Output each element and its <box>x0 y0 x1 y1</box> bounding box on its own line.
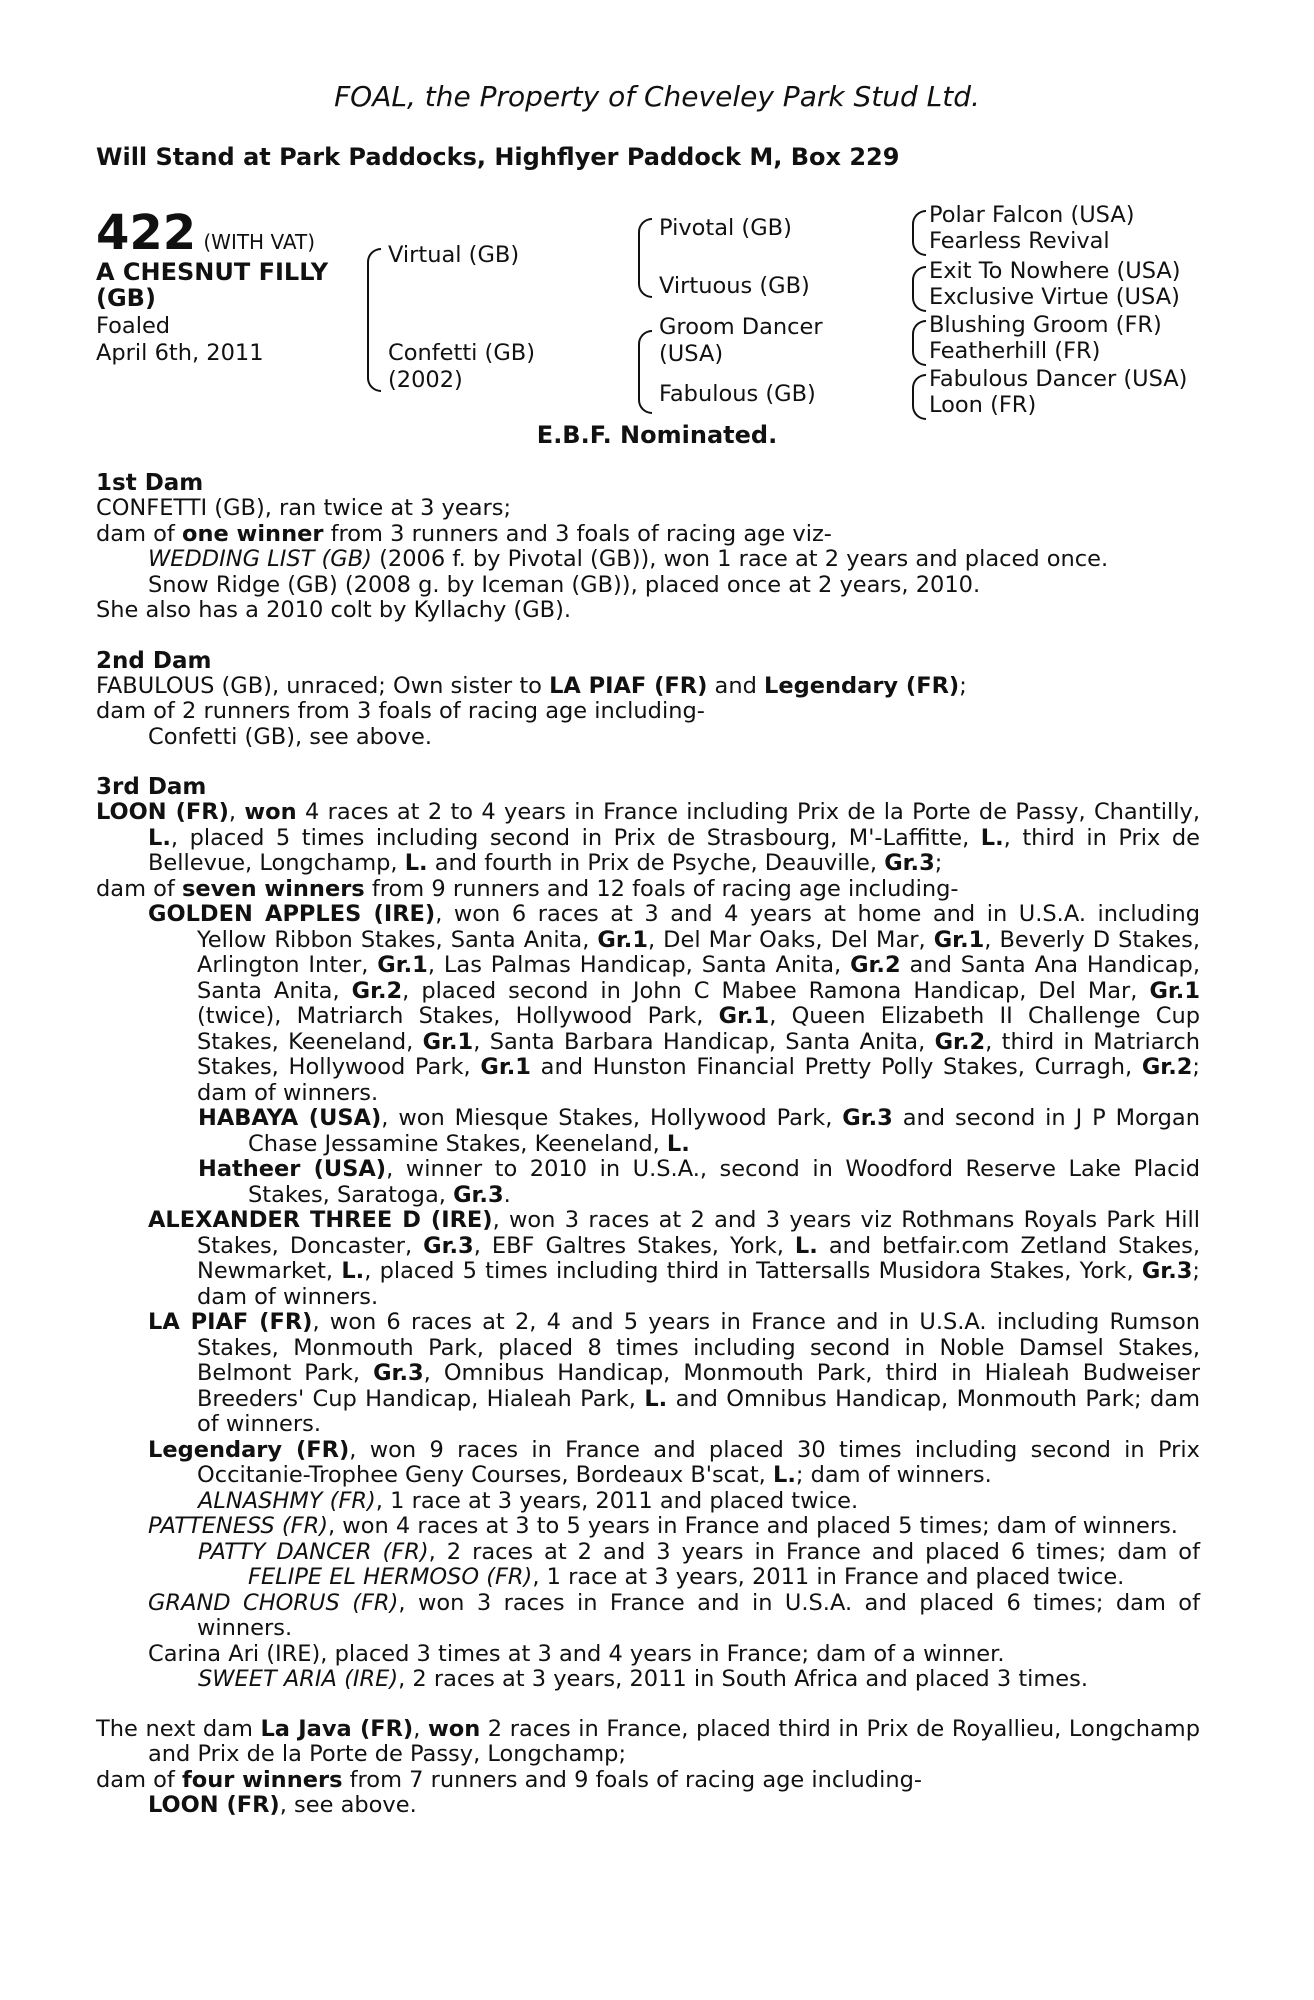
produce-alexander-three-d: ALEXANDER THREE D (IRE), won 3 races at 2 and 3 years viz Rothmans Royals Park Hill Stakes, Doncaster, Gr.3, EBF Galtres Stakes, York, L. and betfair.com Zetland Stakes, Newmarket, L., placed 5 times including third in Tattersalls Musidora Stakes, York, Gr.3; dam of winners. <box>148 1207 1201 1310</box>
pedigree-brace <box>912 374 926 420</box>
lot-number-row <box>96 207 315 259</box>
first-dam-heading: 1st Dam <box>96 470 204 496</box>
second-dam-name: FABULOUS (GB), unraced; Own sister to LA PIAF (FR) and Legendary (FR); <box>96 672 967 699</box>
grandsire-2: Fearless Revival <box>929 228 1110 254</box>
produce-golden-apples: GOLDEN APPLES (IRE), won 6 races at 3 and 4 years at home and in U.S.A. including Yellow Ribbon Stakes, Santa Anita, Gr.1, Del Mar Oaks, Del Mar, Gr.1, Beverly D Stakes, Arlington Inter, Gr.1, Las Palmas Handicap, Santa Anita, Gr.2 and Santa Ana Handicap, Santa Anita, Gr.2, placed second in John C Mabee Ramona Handicap, Del Mar, Gr.1 (twice), Matriarch Stakes, Hollywood Park, Gr.1, Queen Elizabeth II Challenge Cup Stakes, Keeneland, Gr.1, Santa Barbara Handicap, Santa Anita, Gr.2, third in Matriarch Stakes, Hollywood Park, Gr.1 and Hunston Financial Pretty Polly Stakes, Curragh, Gr.2; dam of winners. <box>148 901 1200 1106</box>
sire-dam: Virtuous (GB) <box>659 273 810 299</box>
next-dam-la-java: The next dam La Java (FR), won 2 races in France, placed third in Prix de Royallieu, Longchamp and Prix de la Porte de Passy, Longchamp; <box>96 1715 1200 1767</box>
dam-year: (2002) <box>388 367 463 393</box>
stand-location: Will Stand at Park Paddocks, Highflyer Paddock M, Box 229 <box>96 143 900 171</box>
third-dam-loon: LOON (FR), won 4 races at 2 to 4 years in France including Prix de la Porte de Passy, Chantilly, L., placed 5 times including second in Prix de Strasbourg, M'-Laffitte, L., third in Prix de Bellevue, Longchamp, L. and fourth in Prix de Psyche, Deauville, Gr.3; <box>96 799 1201 876</box>
page-title: FOAL, the Property of Cheveley Park Stud Ltd. <box>334 80 980 113</box>
ebf-nominated: E.B.F. Nominated. <box>536 421 778 449</box>
grandsire-8: Loon (FR) <box>929 392 1037 418</box>
produce-entry: WEDDING LIST (GB) (2006 f. by Pivotal (GB)), won 1 race at 2 years and placed once. <box>148 546 1109 572</box>
produce-alnashmy: ALNASHMY (FR), 1 race at 3 years, 2011 and placed twice. <box>198 1487 859 1514</box>
lot-name-country: (GB) <box>96 284 156 312</box>
pedigree-brace <box>912 320 926 366</box>
second-dam-record: dam of 2 runners from 3 foals of racing age including- <box>96 698 705 724</box>
third-dam-heading: 3rd Dam <box>96 774 207 800</box>
produce-carina-ari: Carina Ari (IRE), placed 3 times at 3 and 4 years in France; dam of a winner. <box>148 1640 1005 1667</box>
grandsire-5: Blushing Groom (FR) <box>929 312 1162 338</box>
second-dam-section <box>96 648 1200 751</box>
vat-note: (WITH VAT) <box>203 230 315 254</box>
sire-sire: Pivotal (GB) <box>659 215 792 241</box>
catalogue-body <box>96 470 1200 1843</box>
produce-patteness: PATTENESS (FR), won 4 races at 3 to 5 years in France and placed 5 times; dam of winners. <box>148 1513 1178 1539</box>
first-dam-section <box>96 470 1200 624</box>
second-dam-heading: 2nd Dam <box>96 647 212 674</box>
dam-sire-country: (USA) <box>659 341 724 367</box>
foaled-label: Foaled <box>96 313 171 339</box>
produce-note: She also has a 2010 colt by Kyllachy (GB). <box>96 597 572 623</box>
produce-la-piaf: LA PIAF (FR), won 6 races at 2, 4 and 5 years in France and in U.S.A. including Rumson Stakes, Monmouth Park, placed 8 times including second in Noble Damsel Stakes, Belmont Park, Gr.3, Omnibus Handicap, Monmouth Park, third in Hialeah Budweiser Breeders' Cup Handicap, Hialeah Park, L. and Omnibus Handicap, Monmouth Park; dam of winners. <box>148 1309 1200 1437</box>
produce-entry: Confetti (GB), see above. <box>148 723 432 750</box>
first-dam-record: dam of one winner from 3 runners and 3 foals of racing age viz- <box>96 520 832 547</box>
produce-legendary: Legendary (FR), won 9 races in France and placed 30 times including second in Prix Occitanie-Trophee Geny Courses, Bordeaux B'scat, L.; dam of winners. <box>148 1436 1200 1488</box>
dam: Confetti (GB) <box>388 340 535 366</box>
next-dam-record: dam of four winners from 7 runners and 9 foals of racing age including- <box>96 1766 922 1793</box>
lot-name: A CHESNUT FILLY <box>96 258 329 286</box>
grandsire-4: Exclusive Virtue (USA) <box>929 284 1180 310</box>
pedigree-brace <box>638 330 652 414</box>
foaled-date: April 6th, 2011 <box>96 340 264 366</box>
produce-habaya: HABAYA (USA), won Miesque Stakes, Hollywood Park, Gr.3 and second in J P Morgan Chase Jessamine Stakes, Keeneland, L. <box>198 1105 1200 1157</box>
pedigree-brace <box>912 210 926 256</box>
produce-entry: Snow Ridge (GB) (2008 g. by Iceman (GB)), placed once at 2 years, 2010. <box>148 571 981 598</box>
produce-loon: LOON (FR), see above. <box>148 1792 417 1818</box>
grandsire-7: Fabulous Dancer (USA) <box>929 366 1188 392</box>
grandsire-3: Exit To Nowhere (USA) <box>929 258 1181 284</box>
produce-patty-dancer: PATTY DANCER (FR), 2 races at 2 and 3 years in France and placed 6 times; dam of FELIPE EL HERMOSO (FR), 1 race at 3 years, 2011 in France and placed twice. <box>198 1538 1200 1590</box>
grandsire-1: Polar Falcon (USA) <box>929 202 1135 228</box>
produce-sweet-aria: SWEET ARIA (IRE), 2 races at 3 years, 2011 in South Africa and placed 3 times. <box>198 1666 1089 1692</box>
pedigree-brace <box>912 266 926 312</box>
third-dam-record: dam of seven winners from 9 runners and 12 foals of racing age including- <box>96 875 959 902</box>
sire: Virtual (GB) <box>388 242 520 268</box>
pedigree-brace <box>638 218 652 298</box>
lot-number: 422 <box>96 205 197 261</box>
next-dam-section <box>96 1717 1200 1819</box>
produce-hatheer: Hatheer (USA), winner to 2010 in U.S.A., second in Woodford Reserve Lake Placid Stakes, Saratoga, Gr.3. <box>198 1156 1200 1208</box>
pedigree-brace <box>367 248 381 392</box>
grandsire-6: Featherhill (FR) <box>929 338 1101 364</box>
first-dam-name: CONFETTI (GB), ran twice at 3 years; <box>96 495 512 521</box>
dam-sire: Groom Dancer <box>659 314 823 340</box>
dam-dam: Fabulous (GB) <box>659 381 816 407</box>
produce-grand-chorus: GRAND CHORUS (FR), won 3 races in France and in U.S.A. and placed 6 times; dam of winners. <box>148 1589 1200 1641</box>
third-dam-section <box>96 774 1200 1693</box>
